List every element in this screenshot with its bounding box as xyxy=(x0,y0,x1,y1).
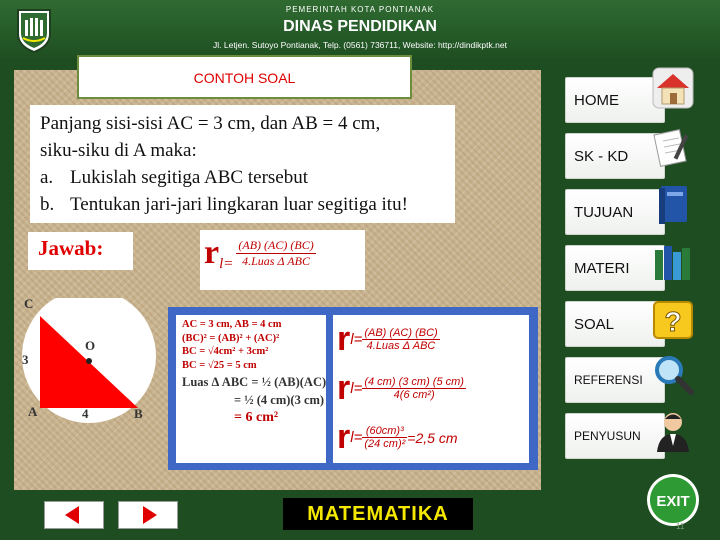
question-line-2: siku-siku di A maka: xyxy=(40,140,197,161)
house-icon[interactable] xyxy=(651,66,695,110)
center-o-label: O xyxy=(85,338,96,353)
vertex-c-label: C xyxy=(24,296,34,311)
calc-step-1 xyxy=(337,315,525,364)
exit-label: EXIT xyxy=(656,493,690,510)
vertex-a-label: A xyxy=(28,404,38,419)
header-bar xyxy=(0,0,720,58)
nav-penyusun-label: PENYUSUN xyxy=(574,429,641,443)
calc-step2-denominator: 4(6 cm²) xyxy=(393,389,435,401)
footer-title: MATEMATIKA xyxy=(283,498,473,530)
svg-text:?: ? xyxy=(664,306,682,337)
work-box xyxy=(176,315,326,463)
calc-equals-2: = xyxy=(353,380,363,397)
formula-l-subscript: l xyxy=(219,255,224,272)
next-button[interactable] xyxy=(118,501,178,529)
question-a-text: Lukislah segitiga ABC tersebut xyxy=(70,167,309,188)
exit-icon xyxy=(645,472,701,528)
formula-numerator: (AB) (AC) (BC) xyxy=(238,237,314,252)
nav-soal-label: SOAL xyxy=(574,315,615,333)
calc-box xyxy=(333,315,529,463)
answer-label: Jawab: xyxy=(28,232,133,270)
question-item-b xyxy=(40,191,445,218)
nav-tujuan-label: TUJUAN xyxy=(574,203,634,221)
nav-sk-kd-button[interactable] xyxy=(565,133,665,179)
calc-r-symbol-1: r xyxy=(337,320,351,358)
question-line-1: Panjang sisi-sisi AC = 3 cm, dan AB = 4 cm, xyxy=(40,113,381,134)
work-line-3: BC = √4cm² + 3cm² xyxy=(182,346,269,357)
work-line-2: (BC)² = (AB)² + (AC)² xyxy=(182,332,280,344)
question-a-number: a. xyxy=(40,167,54,188)
question-box xyxy=(30,105,455,223)
calc-r-symbol-3: r xyxy=(337,418,351,456)
formula-fraction xyxy=(236,238,315,269)
luas-line-1: Luas Δ ABC = ½ (AB)(AC) xyxy=(182,375,327,389)
calc-step1-numerator: (AB) (AC) (BC) xyxy=(364,327,438,339)
question-b-text: Tentukan jari-jari lingkaran luar segitiga itu! xyxy=(70,194,408,215)
nav-referensi-button[interactable] xyxy=(565,357,665,403)
question-block-icon[interactable] xyxy=(651,298,695,342)
caption-box xyxy=(77,55,412,99)
calc-step2-numerator: (4 cm) (3 cm) (5 cm) xyxy=(364,376,464,388)
formula-equals: = xyxy=(223,255,234,272)
calc-step3-result: =2,5 cm xyxy=(407,429,458,446)
magnifier-icon[interactable] xyxy=(651,352,695,396)
work-line-1: AC = 3 cm, AB = 4 cm xyxy=(182,319,282,330)
nav-referensi-label: REFERENSI xyxy=(574,373,643,387)
circumradius-formula xyxy=(200,230,365,290)
calc-step-3 xyxy=(337,413,525,462)
nav-sk-kd-label: SK - KD xyxy=(574,147,629,165)
calc-step-2 xyxy=(337,364,525,413)
formula-r-symbol: r xyxy=(204,234,220,271)
calc-l-subscript-3: l xyxy=(350,429,354,446)
luas-line-2: = ½ (4 cm)(3 cm) xyxy=(234,393,325,407)
header-top-line: PEMERINTAH KOTA PONTIANAK xyxy=(285,5,435,14)
document-pen-icon[interactable] xyxy=(651,124,695,168)
header-address: Jl. Letjen. Sutoyo Pontianak, Telp. (0561) 736711, Website: http://dindikptk.net xyxy=(213,40,507,50)
calc-equals-1: = xyxy=(353,331,363,348)
nav-penyusun-button[interactable] xyxy=(565,413,665,459)
nav-tujuan-button[interactable] xyxy=(565,189,665,235)
calc-l-subscript-2: l xyxy=(350,380,354,397)
triangle-figure xyxy=(14,298,164,428)
question-b-number: b. xyxy=(40,194,55,215)
circumcenter-dot xyxy=(86,358,92,364)
header-title: DINAS PENDIDIKAN xyxy=(283,18,437,35)
book-icon[interactable] xyxy=(651,182,695,226)
nav-soal-button[interactable] xyxy=(565,301,665,347)
page-number: 11 xyxy=(676,522,685,531)
luas-line-3: = 6 cm² xyxy=(234,410,279,425)
side-ac-label: 3 xyxy=(22,352,29,367)
calc-r-symbol-2: r xyxy=(337,369,351,407)
calc-step3-numerator: (60cm)³ xyxy=(362,425,407,438)
nav-home-button[interactable] xyxy=(565,77,665,123)
calc-step3-denominator: (24 cm)² xyxy=(364,438,406,450)
calc-l-subscript-1: l xyxy=(350,331,354,348)
work-line-4: BC = √25 = 5 cm xyxy=(182,359,257,371)
books-icon[interactable] xyxy=(651,240,695,284)
arrow-left-icon xyxy=(45,502,103,528)
exit-button[interactable] xyxy=(645,472,701,528)
caption-title: CONTOH SOAL xyxy=(193,70,296,86)
calc-equals-3: = xyxy=(353,429,363,446)
previous-button[interactable] xyxy=(44,501,104,529)
nav-materi-label: MATERI xyxy=(574,259,630,277)
calc-step1-denominator: 4.Luas Δ ABC xyxy=(366,340,436,352)
calc-fraction-2 xyxy=(362,376,466,401)
calc-fraction-3 xyxy=(362,425,407,450)
question-item-a xyxy=(40,164,445,191)
person-icon[interactable] xyxy=(651,410,695,454)
formula-denominator: 4.Luas Δ ABC xyxy=(242,253,310,268)
arrow-right-icon xyxy=(119,502,177,528)
calc-fraction-1 xyxy=(362,327,439,352)
nav-materi-button[interactable] xyxy=(565,245,665,291)
vertex-b-label: B xyxy=(134,406,143,421)
nav-home-label: HOME xyxy=(574,91,619,109)
side-ab-label: 4 xyxy=(82,406,89,421)
